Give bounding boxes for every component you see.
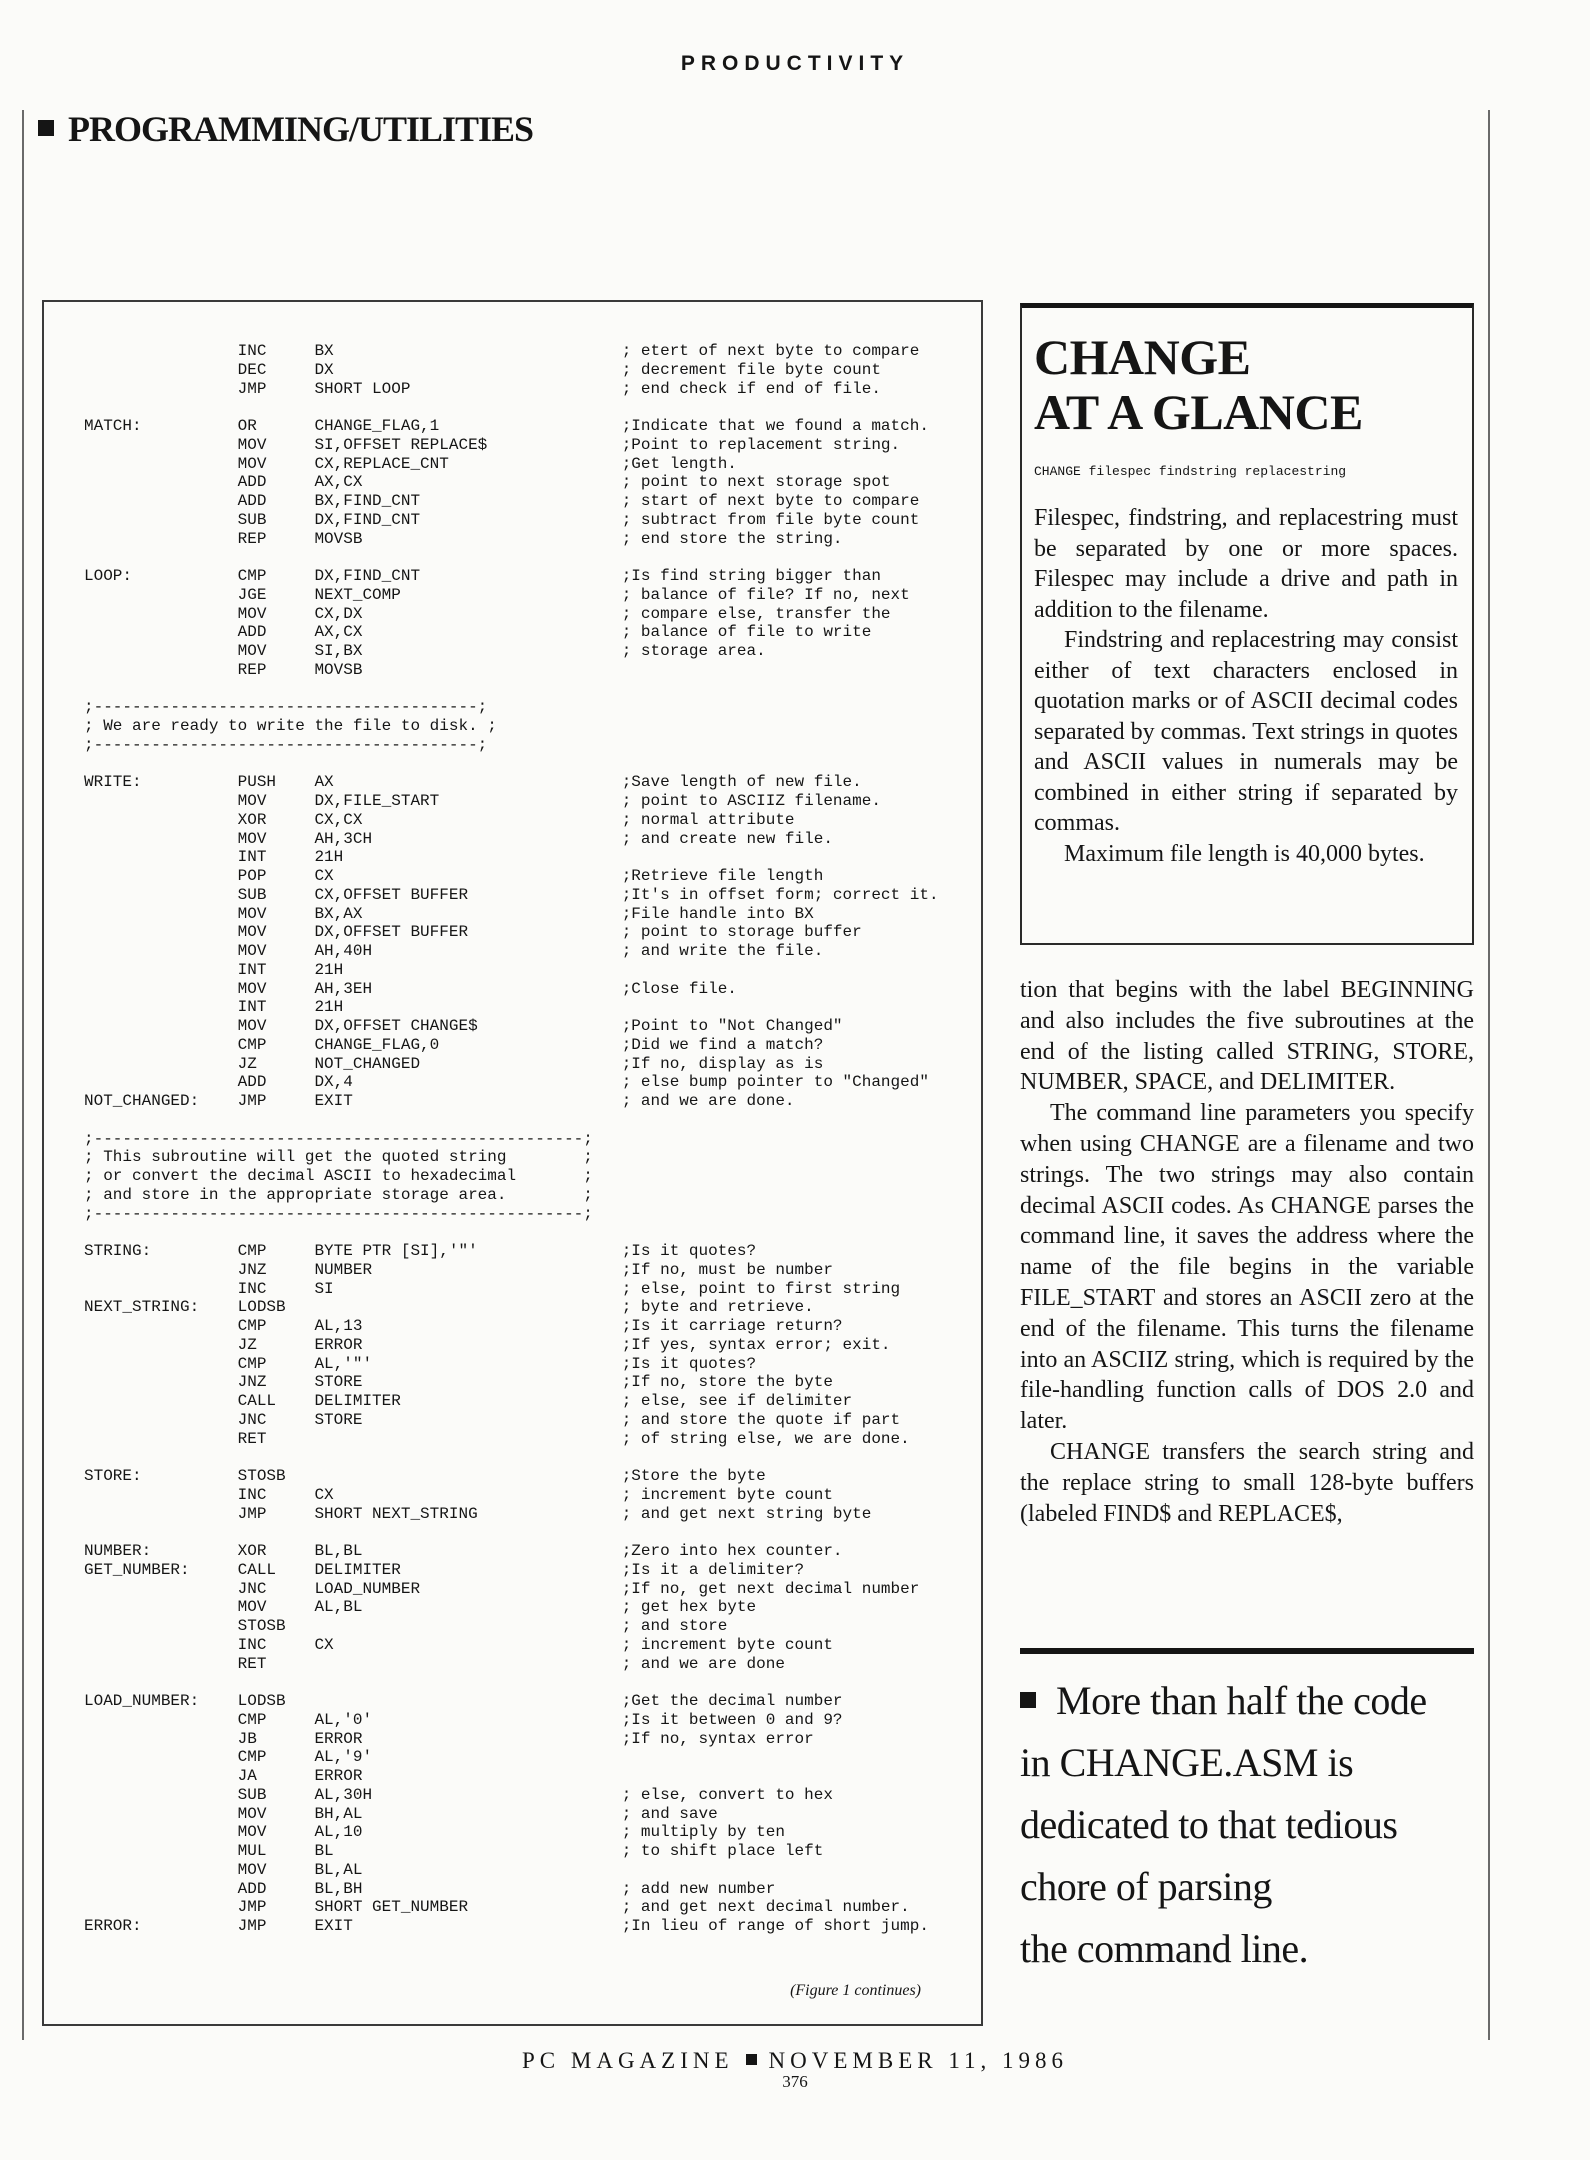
code-line: CALL DELIMITER ; else, see if delimiter <box>84 1392 853 1410</box>
code-line: JMP SHORT LOOP ; end check if end of file. <box>84 379 881 398</box>
sidebar-paragraph-2: Findstring and replacestring may consist either of text characters enclosed in quotation marks or of ASCII decimal codes separated by commas. Text strings in quotes and ASCII values in numerals may be combined in either string if separated by commas. <box>1034 627 1458 836</box>
code-line: INC BX ; etert of next byte to compare <box>84 342 920 360</box>
code-line: NOT_CHANGED: JMP EXIT ; and we are done. <box>84 1092 795 1110</box>
pull-quote-line: the command line. <box>1020 1926 1309 1971</box>
bullet-square-icon <box>38 120 54 136</box>
code-line: ERROR: JMP EXIT ;In lieu of range of short jump. <box>84 1917 929 1935</box>
code-line: MOV DX,OFFSET CHANGE$ ;Point to "Not Changed" <box>84 1017 843 1035</box>
code-line <box>84 1673 939 1692</box>
code-line: DEC DX ; decrement file byte count <box>84 360 881 379</box>
assembly-code-listing <box>84 342 939 1936</box>
code-line: MOV BL,AL <box>84 1860 363 1879</box>
article-paragraph-3: CHANGE transfers the search string and the replace string to small 128-byte buffers (labeled FIND$ and REPLACE$, <box>1020 1438 1474 1527</box>
code-line: MOV SI,OFFSET REPLACE$ ;Point to replacement string. <box>84 435 901 454</box>
code-line: CMP CHANGE_FLAG,0 ;Did we find a match? <box>84 1035 824 1054</box>
sidebar-usage-syntax: CHANGE filespec findstring replacestring <box>1034 464 1347 479</box>
code-line: MOV SI,BX ; storage area. <box>84 642 766 660</box>
code-line: MOV AL,BL ; get hex byte <box>84 1598 757 1617</box>
sidebar-title-line-1: CHANGE <box>1034 329 1251 385</box>
code-line: JNC LOAD_NUMBER ;If no, get next decimal number <box>84 1579 920 1598</box>
code-line: ADD DX,4 ; else bump pointer to "Changed" <box>84 1073 929 1092</box>
bullet-square-icon <box>1020 1692 1036 1708</box>
code-line: MOV AH,3CH ; and create new file. <box>84 829 833 848</box>
pull-quote-line: in CHANGE.ASM is <box>1020 1740 1354 1785</box>
code-line: CMP AL,'0' ;Is it between 0 and 9? <box>84 1710 843 1729</box>
right-column-rule <box>1488 110 1490 2040</box>
code-line: JNZ NUMBER ;If no, must be number <box>84 1260 833 1279</box>
article-paragraph-1: tion that begins with the label BEGINNING and also includes the five subroutines at the end of the listing called STRING, STORE, NUMBER, SPACE, and DELIMITER. <box>1020 977 1474 1096</box>
page-footer <box>0 2048 1590 2074</box>
code-line: ADD AX,CX ; balance of file to write <box>84 623 872 642</box>
code-line: ;----------------------------------------; <box>84 698 488 717</box>
category-title: PROGRAMMING/UTILITIES <box>68 109 534 149</box>
code-line: RET ; and we are done <box>84 1654 785 1673</box>
code-line: MUL BL ; to shift place left <box>84 1842 824 1860</box>
article-paragraph-2: The command line parameters you specify when using CHANGE are a filename and two strings. The two strings may also contain decimal ASCII codes. As CHANGE parses the command line, it saves the address where the name of the file begins in the variable FILE_START and stores an ASCII zero at the end of the filename. This turns the filename into an ASCIIZ string, which is required by the file-handling function calls of DOS 2.0 and later. <box>1020 1100 1474 1435</box>
code-line: LOOP: CMP DX,FIND_CNT ;Is find string bigger than <box>84 567 881 585</box>
code-line: MOV DX,OFFSET BUFFER ; point to storage buffer <box>84 923 862 942</box>
code-line: GET_NUMBER: CALL DELIMITER ;Is it a delimiter? <box>84 1560 805 1579</box>
sidebar-paragraph-1: Filespec, findstring, and replacestring must be separated by one or more spaces. Filespec may include a drive and path in addition to the filename. <box>1034 505 1458 623</box>
code-line: INT 21H <box>84 998 344 1017</box>
code-line: INT 21H <box>84 848 344 867</box>
code-line: CMP AL,'9' <box>84 1748 373 1767</box>
bullet-square-icon <box>746 2054 757 2065</box>
code-line: MOV DX,FILE_START ; point to ASCIIZ filename. <box>84 792 881 810</box>
code-line: INC CX ; increment byte count <box>84 1485 833 1504</box>
code-line: CMP AL,13 ;Is it carriage return? <box>84 1317 843 1335</box>
code-line: ADD AX,CX ; point to next storage spot <box>84 473 891 492</box>
code-line: ; This subroutine will get the quoted string ; <box>84 1148 593 1167</box>
code-line <box>84 548 939 567</box>
code-line <box>84 1448 939 1467</box>
pull-quote-line: dedicated to that tedious <box>1020 1802 1398 1847</box>
code-line: LOAD_NUMBER: LODSB ;Get the decimal number <box>84 1692 843 1710</box>
code-line: JMP SHORT NEXT_STRING ; and get next string byte <box>84 1504 872 1523</box>
pull-quote-rule <box>1020 1648 1474 1654</box>
code-line: JB ERROR ;If no, syntax error <box>84 1729 814 1748</box>
code-line: ; We are ready to write the file to disk. ; <box>84 717 497 735</box>
code-line: ;----------------------------------------; <box>84 735 488 754</box>
code-line: MOV BH,AL ; and save <box>84 1804 718 1823</box>
code-line: REP MOVSB ; end store the string. <box>84 529 843 548</box>
code-line: ADD BX,FIND_CNT ; start of next byte to compare <box>84 492 920 510</box>
code-line <box>84 755 939 774</box>
code-line: MOV BX,AX ;File handle into BX <box>84 904 814 923</box>
left-column-rule <box>22 110 24 2040</box>
code-line: MOV CX,REPLACE_CNT ;Get length. <box>84 454 737 473</box>
code-line: INC SI ; else, point to first string <box>84 1279 901 1298</box>
figure-caption: (Figure 1 continues) <box>790 1982 921 1999</box>
code-line: CMP AL,'"' ;Is it quotes? <box>84 1354 757 1373</box>
code-line: INT 21H <box>84 960 344 979</box>
sidebar-box <box>1020 303 1474 945</box>
code-line: SUB CX,OFFSET BUFFER ;It's in offset form; correct it. <box>84 885 939 904</box>
code-line: JA ERROR <box>84 1767 363 1785</box>
code-line: WRITE: PUSH AX ;Save length of new file. <box>84 773 862 792</box>
pull-quote <box>1020 1670 1474 1980</box>
code-line: ;---------------------------------------------------; <box>84 1129 593 1148</box>
code-line: MOV AL,10 ; multiply by ten <box>84 1823 785 1842</box>
code-line: POP CX ;Retrieve file length <box>84 867 824 885</box>
pull-quote-text: More than half the code <box>1056 1678 1427 1723</box>
magazine-name: PC MAGAZINE <box>522 2048 734 2073</box>
code-line: MOV CX,DX ; compare else, transfer the <box>84 604 891 623</box>
code-line: ADD BL,BH ; add new number <box>84 1879 776 1898</box>
code-line <box>84 398 939 417</box>
sidebar-paragraph-3: Maximum file length is 40,000 bytes. <box>1064 840 1425 867</box>
code-line: JMP SHORT GET_NUMBER ; and get next decimal number. <box>84 1898 910 1917</box>
article-body <box>1020 975 1474 1529</box>
code-line: SUB AL,30H ; else, convert to hex <box>84 1785 833 1804</box>
sidebar-title <box>1034 330 1458 440</box>
code-line: XOR CX,CX ; normal attribute <box>84 810 795 829</box>
code-line: JZ ERROR ;If yes, syntax error; exit. <box>84 1335 891 1354</box>
code-line: JZ NOT_CHANGED ;If no, display as is <box>84 1054 824 1073</box>
code-line: RET ; of string else, we are done. <box>84 1429 910 1448</box>
pull-quote-line <box>1020 1670 1474 1732</box>
code-line <box>84 1111 939 1130</box>
code-line <box>84 680 939 699</box>
code-line: MOV AH,3EH ;Close file. <box>84 979 737 998</box>
code-line <box>84 1523 939 1542</box>
code-line: SUB DX,FIND_CNT ; subtract from file byte count <box>84 510 920 529</box>
code-line: ; and store in the appropriate storage area. ; <box>84 1185 593 1204</box>
code-listing-figure <box>42 300 983 2026</box>
issue-date: NOVEMBER 11, 1986 <box>768 2048 1068 2073</box>
code-line: INC CX ; increment byte count <box>84 1635 833 1654</box>
pull-quote-line: chore of parsing <box>1020 1864 1272 1909</box>
category-heading <box>38 108 533 150</box>
code-line: ;---------------------------------------------------; <box>84 1204 593 1223</box>
code-line: MOV AH,40H ; and write the file. <box>84 942 824 960</box>
code-line: STOSB ; and store <box>84 1617 728 1635</box>
code-line: MATCH: OR CHANGE_FLAG,1 ;Indicate that we found a match. <box>84 417 929 435</box>
code-line: JNZ STORE ;If no, store the byte <box>84 1373 833 1392</box>
code-line: STRING: CMP BYTE PTR [SI],'"' ;Is it quotes? <box>84 1242 757 1260</box>
code-line: JNC STORE ; and store the quote if part <box>84 1410 901 1429</box>
code-line: ; or convert the decimal ASCII to hexadecimal ; <box>84 1167 593 1185</box>
code-line: JGE NEXT_COMP ; balance of file? If no, next <box>84 585 910 604</box>
page-number: 376 <box>782 2072 808 2091</box>
code-line: NUMBER: XOR BL,BL ;Zero into hex counter. <box>84 1542 843 1560</box>
code-line <box>84 1223 939 1242</box>
sidebar-title-line-2: AT A GLANCE <box>1034 384 1363 440</box>
code-line: NEXT_STRING: LODSB ; byte and retrieve. <box>84 1298 814 1317</box>
code-line: REP MOVSB <box>84 660 363 679</box>
section-header: PRODUCTIVITY <box>680 52 910 75</box>
code-line: STORE: STOSB ;Store the byte <box>84 1467 766 1485</box>
